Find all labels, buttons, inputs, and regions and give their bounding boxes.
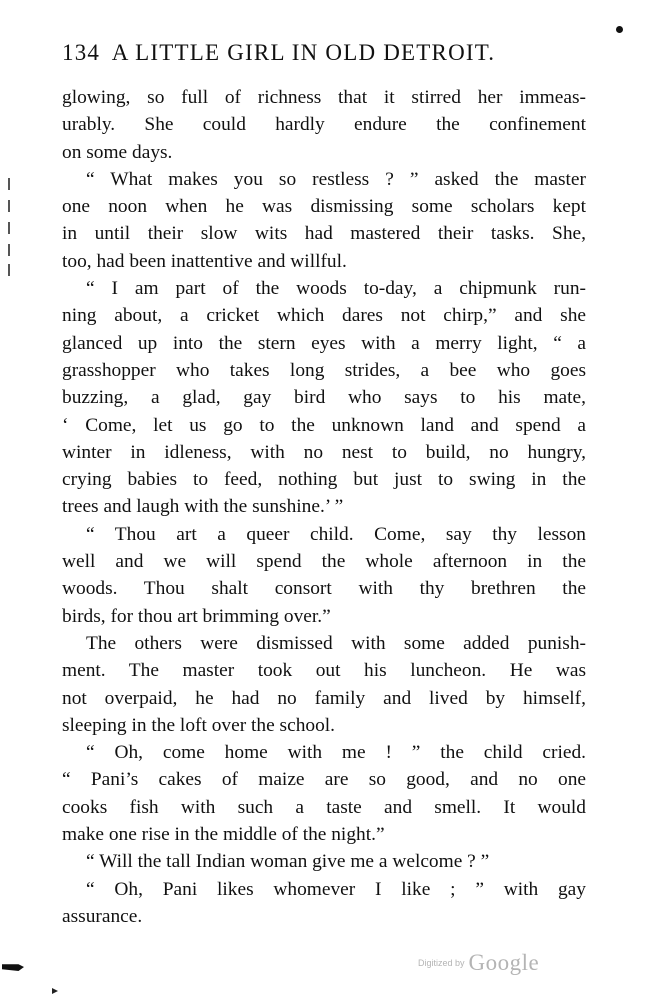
paragraph [62, 630, 586, 739]
text-line: urably. She could hardly endure the confinement [62, 114, 586, 136]
paragraph [62, 275, 586, 521]
text-line: ‘ Come, let us go to the unknown land and spend a [62, 414, 586, 436]
page-corner-small-arrow-icon [52, 988, 58, 994]
body-text [62, 84, 586, 930]
page-number: 134 [62, 40, 101, 65]
paragraph [62, 739, 586, 848]
text-line: trees and laugh with the sunshine.’ ” [62, 496, 344, 518]
text-line: sleeping in the loft over the school. [62, 714, 336, 736]
text-line: too, had been inattentive and willful. [62, 250, 347, 272]
digitized-by-google-watermark [418, 950, 558, 976]
paragraph [62, 521, 586, 630]
text-line: “ Oh, Pani likes whomever I like ; ” with gay [86, 878, 586, 900]
paragraph [62, 166, 586, 275]
text-line: in until their slow wits had mastered their tasks. She, [62, 223, 586, 245]
page-corner-arrow-icon [2, 962, 24, 971]
text-line: ment. The master took out his luncheon. He was [62, 660, 586, 682]
watermark-prefix: Digitized by [418, 958, 465, 968]
text-line: woods. Thou shalt consort with thy brethren the [62, 578, 586, 600]
margin-marks [8, 178, 12, 278]
text-line: The others were dismissed with some added punish- [86, 632, 586, 654]
paragraph [62, 84, 586, 166]
text-line: winter in idleness, with no nest to build, no hungry, [62, 441, 586, 463]
text-line: one noon when he was dismissing some scholars kept [62, 196, 586, 218]
text-line: well and we will spend the whole afternoon in the [62, 551, 586, 573]
text-line: buzzing, a glad, gay bird who says to his mate, [62, 387, 586, 409]
text-line: birds, for thou art brimming over.” [62, 605, 331, 627]
text-line: “ I am part of the woods to-day, a chipmunk run- [86, 278, 586, 300]
ink-dot [616, 26, 623, 33]
text-line: “ What makes you so restless ? ” asked the master [86, 168, 586, 190]
text-line: “ Thou art a queer child. Come, say thy lesson [86, 523, 586, 545]
text-line: on some days. [62, 141, 173, 163]
running-title: A LITTLE GIRL IN OLD DETROIT. [111, 40, 496, 65]
text-line: grasshopper who takes long strides, a bee who goes [62, 359, 586, 381]
text-line: assurance. [62, 905, 143, 927]
paragraph [62, 876, 586, 931]
text-line: not overpaid, he had no family and lived by himself, [62, 687, 586, 709]
text-line: “ Oh, come home with me ! ” the child cried. [86, 742, 586, 764]
text-line: ning about, a cricket which dares not chirp,” and she [62, 305, 586, 327]
watermark-brand: Google [468, 950, 540, 975]
paragraph [62, 848, 586, 875]
text-line: “ Will the tall Indian woman give me a welcome ? ” [86, 851, 490, 873]
text-line: cooks fish with such a taste and smell. It would [62, 796, 586, 818]
text-line: “ Pani’s cakes of maize are so good, and no one [62, 769, 586, 791]
text-line: glowing, so full of richness that it stirred her immeas- [62, 87, 586, 108]
running-header [62, 36, 610, 70]
text-line: crying babies to feed, nothing but just to swing in the [62, 469, 586, 491]
text-line: make one rise in the middle of the night.” [62, 824, 385, 846]
text-line: glanced up into the stern eyes with a merry light, “ a [62, 332, 586, 354]
